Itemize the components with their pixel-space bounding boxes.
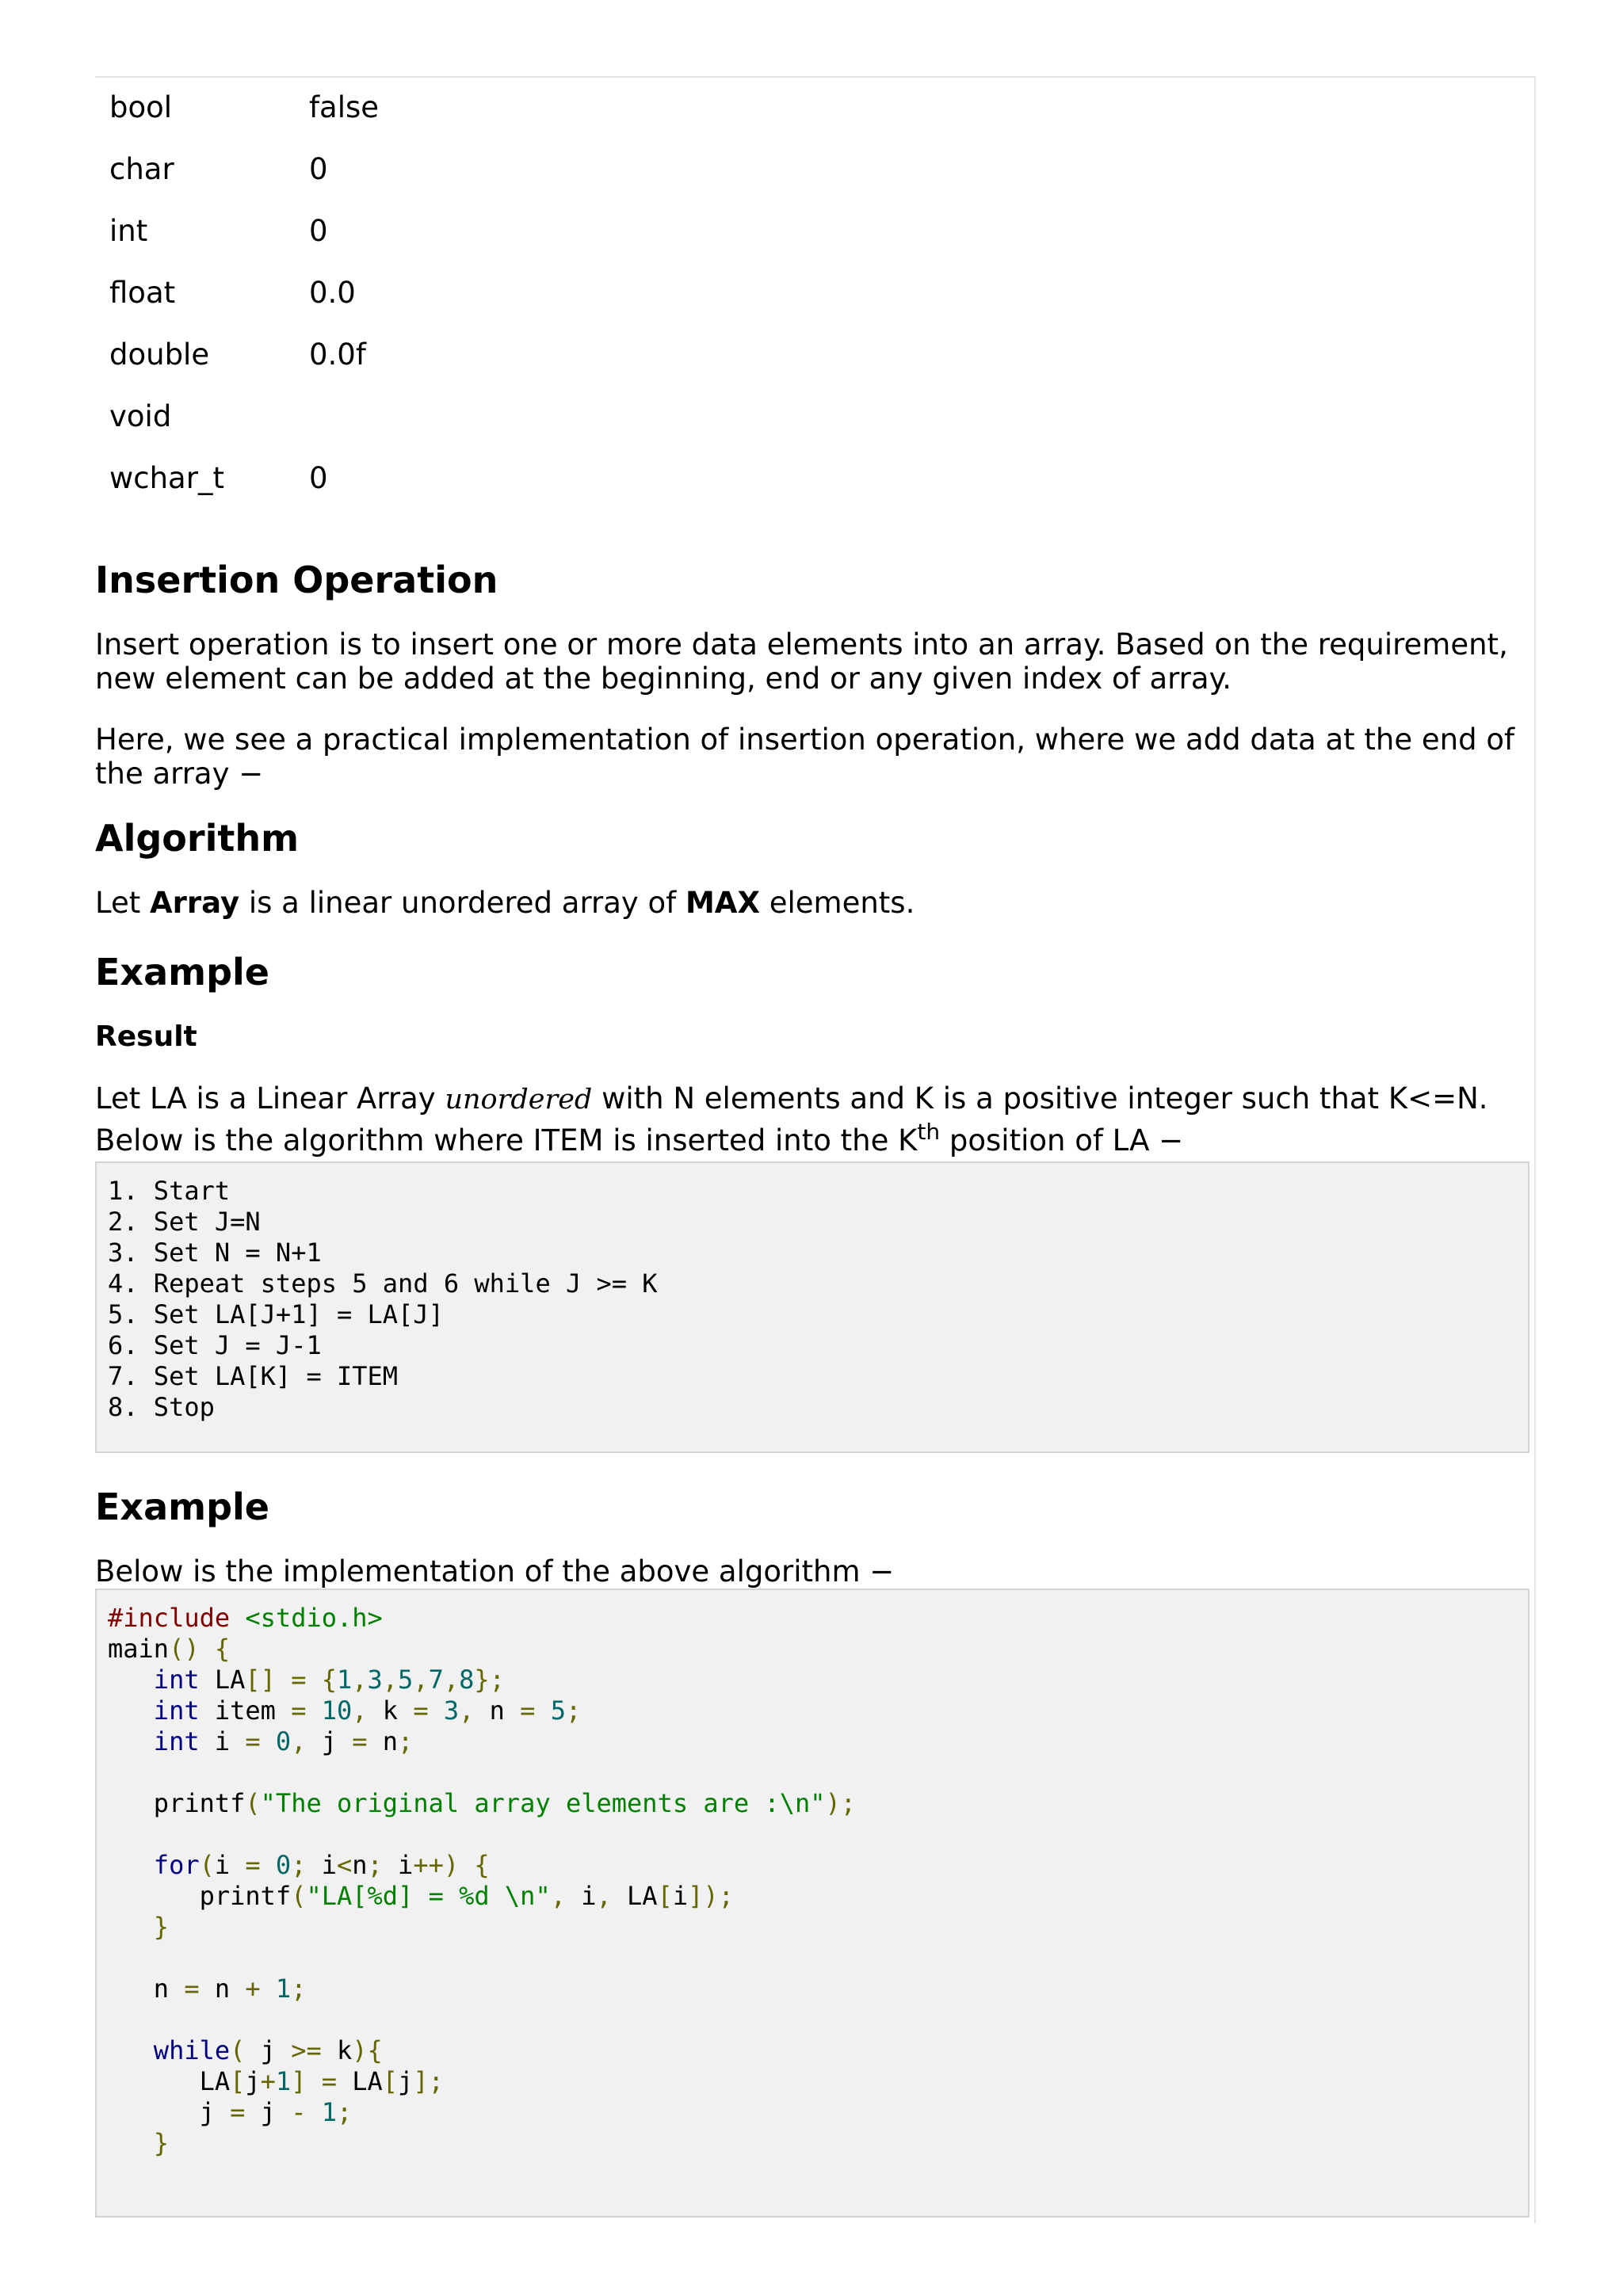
code-token: = [245, 1850, 261, 1880]
code-token: int [153, 1726, 200, 1756]
table-row [95, 323, 379, 385]
code-token: j [245, 2035, 292, 2065]
code-token: j [245, 2097, 292, 2127]
code-token: i [214, 1850, 246, 1880]
code-token: ]; [413, 2066, 444, 2096]
code-token: n [474, 1695, 521, 1726]
code-token: 0 [275, 1726, 292, 1756]
code-token: j [245, 2066, 261, 2096]
code-token: n [199, 1974, 246, 2004]
default-value-cell: 0.0 [309, 275, 356, 310]
code-token [108, 1665, 154, 1695]
default-value-cell: 0.0f [309, 337, 366, 372]
code-line [108, 1850, 1517, 1881]
code-token: 5 [550, 1695, 566, 1726]
code-token: }; [474, 1665, 505, 1695]
code-token: 3 [367, 1665, 383, 1695]
code-token: ( [230, 2035, 246, 2065]
default-value-cell: 0 [309, 213, 328, 248]
type-name-cell: void [109, 399, 172, 433]
code-token: for [153, 1850, 200, 1880]
code-token: ( [199, 1850, 215, 1880]
code-token: = [184, 1974, 200, 2004]
insertion-paragraph-2: Here, we see a practical implementation of insertion operation, where we add data at the end of the array − [95, 723, 1514, 791]
code-token [535, 1695, 550, 1726]
code-token: i [199, 1726, 246, 1756]
result-text-a: Let LA is a Linear Array [95, 1081, 445, 1116]
type-name-cell: wchar_t [109, 460, 224, 495]
code-token: i [306, 1850, 337, 1880]
table-row [95, 76, 379, 138]
code-token: 8 [459, 1665, 475, 1695]
code-token: j [108, 2097, 231, 2127]
code-line [108, 2128, 1517, 2159]
table-row [95, 385, 379, 447]
algorithm-step-line: 8. Stop [108, 1392, 215, 1422]
algorithm-bold-array: Array [150, 886, 240, 920]
code-token: ( [245, 1788, 261, 1818]
algorithm-steps-code-block [95, 1161, 1529, 1453]
code-token: , [596, 1881, 612, 1911]
code-token [306, 2066, 321, 2096]
code-token [306, 1665, 321, 1695]
code-token: j [306, 1726, 353, 1756]
code-token: , [352, 1665, 368, 1695]
code-line [108, 1726, 1517, 1757]
code-token: while [153, 2035, 231, 2065]
algorithm-step-line: 7. Set LA[K] = ITEM [108, 1361, 399, 1391]
code-token: 7 [428, 1665, 444, 1695]
code-token: + [260, 2066, 276, 2096]
code-token: int [153, 1665, 200, 1695]
code-token: ; [336, 2097, 353, 2127]
code-token [261, 1850, 276, 1880]
code-token [108, 2035, 154, 2065]
code-token: ); [825, 1788, 857, 1818]
code-token: n [108, 1974, 185, 2004]
code-token: = [321, 2066, 337, 2096]
default-value-cell [295, 385, 379, 447]
code-token [108, 1912, 154, 1942]
algorithm-paragraph [95, 886, 1529, 920]
result-subheading: Result [95, 1020, 197, 1053]
example-heading-2: Example [95, 1486, 269, 1528]
code-token: [ [382, 2066, 399, 2096]
code-token: n [352, 1850, 368, 1880]
default-values-table [95, 76, 379, 509]
code-token: i [672, 1881, 689, 1911]
code-token: 1 [321, 2097, 337, 2127]
algorithm-heading: Algorithm [95, 817, 300, 860]
code-token: [] [245, 1665, 276, 1695]
code-line [108, 1819, 1517, 1850]
default-value-cell: false [309, 90, 380, 124]
code-token: ++) [413, 1850, 460, 1880]
code-token: 0 [275, 1850, 292, 1880]
code-token: } [153, 1912, 170, 1942]
code-token: <stdio.h> [230, 1603, 383, 1633]
result-text-c: position of LA − [940, 1123, 1184, 1158]
example-heading-1: Example [95, 951, 269, 994]
code-token: = [413, 1695, 429, 1726]
code-token: , [291, 1726, 307, 1756]
code-token: , [382, 1665, 399, 1695]
result-superscript-th: th [917, 1119, 941, 1145]
algorithm-step-line: 2. Set J=N [108, 1207, 261, 1237]
code-line [108, 1912, 1517, 1943]
code-token: } [153, 2128, 170, 2158]
code-line [108, 1943, 1517, 1974]
code-token: main [108, 1634, 170, 1664]
code-token: + [245, 1974, 261, 2004]
code-line [108, 1665, 1517, 1695]
default-values-table-body [95, 76, 379, 509]
code-token: = [352, 1726, 368, 1756]
code-token: () [169, 1634, 200, 1664]
table-row [95, 261, 379, 323]
algorithm-bold-max: MAX [685, 886, 760, 920]
code-token: i [565, 1881, 597, 1911]
code-token: 1 [275, 1974, 292, 2004]
code-token [108, 1850, 154, 1880]
code-token: #include [108, 1603, 231, 1633]
code-token: , [443, 1665, 460, 1695]
code-token: , [352, 1695, 368, 1726]
code-token: int [153, 1695, 200, 1726]
code-token: n [367, 1726, 399, 1756]
code-token: { [214, 1634, 231, 1664]
code-token: k [367, 1695, 414, 1726]
code-token: ]); [688, 1881, 734, 1911]
code-token [261, 1974, 276, 2004]
code-line [108, 1634, 1517, 1665]
code-token: - [291, 2097, 307, 2127]
code-token: j [398, 2066, 414, 2096]
code-token: ; [367, 1850, 383, 1880]
algorithm-text-prefix: Let [95, 886, 150, 920]
code-token: 1 [336, 1665, 353, 1695]
code-token: [ [230, 2066, 246, 2096]
code-token: = [291, 1695, 307, 1726]
code-token [306, 1695, 321, 1726]
result-text-b: with N elements and K is a positive integer such that K<=N. Below is the algorithm where ITEM is inserted into the K [95, 1081, 1488, 1158]
code-token: 3 [443, 1695, 460, 1726]
page-content [95, 76, 1529, 2218]
code-line [108, 1881, 1517, 1912]
code-token: 5 [398, 1665, 414, 1695]
result-italic-unordered: unordered [445, 1084, 593, 1116]
code-token: [ [657, 1881, 673, 1911]
code-token: = [520, 1695, 536, 1726]
table-row [95, 138, 379, 200]
code-line [108, 1974, 1517, 2004]
code-token [429, 1695, 444, 1726]
code-token: , [459, 1695, 475, 1726]
code-line [108, 2004, 1517, 2035]
code-token: , [413, 1665, 429, 1695]
algorithm-text-suffix: elements. [759, 886, 915, 920]
insertion-paragraph-1: Insert operation is to insert one or more data elements into an array. Based on the requirement, new element can be added at the beginning, end or any given index of array. [95, 627, 1508, 696]
algorithm-step-line: 3. Set N = N+1 [108, 1238, 322, 1268]
code-token: = [230, 2097, 246, 2127]
code-token: "LA[%d] = %d \n" [306, 1881, 551, 1911]
code-token: ; [565, 1695, 582, 1726]
code-token: printf [108, 1788, 246, 1818]
code-line [108, 1603, 1517, 1634]
code-token: = [291, 1665, 307, 1695]
code-line [108, 2097, 1517, 2128]
code-token: ; [291, 1850, 307, 1880]
algorithm-step-line: 4. Repeat steps 5 and 6 while J >= K [108, 1268, 658, 1299]
type-name-cell: char [109, 151, 174, 186]
result-paragraph [95, 1078, 1529, 1161]
code-token: LA [199, 1665, 246, 1695]
code-token: { [474, 1850, 490, 1880]
algorithm-text-middle: is a linear unordered array of [239, 886, 685, 920]
algorithm-step-line: 5. Set LA[J+1] = LA[J] [108, 1299, 444, 1329]
code-line [108, 1695, 1517, 1726]
code-token [108, 1695, 154, 1726]
code-token [108, 1726, 154, 1756]
code-token: ){ [352, 2035, 383, 2065]
type-name-cell: float [109, 275, 176, 310]
algorithm-step-line: 1. Start [108, 1176, 231, 1206]
code-token: ; [398, 1726, 414, 1756]
code-token: i [382, 1850, 414, 1880]
default-value-cell: 0 [309, 460, 328, 495]
code-token [261, 1726, 276, 1756]
code-token [306, 2097, 321, 2127]
code-token: 1 [275, 2066, 292, 2096]
code-token: LA [611, 1881, 658, 1911]
table-row [95, 447, 379, 509]
type-name-cell: double [109, 337, 210, 372]
code-line [108, 1757, 1517, 1788]
type-name-cell: int [109, 213, 148, 248]
code-token [459, 1850, 474, 1880]
code-line [108, 2035, 1517, 2066]
implementation-paragraph: Below is the implementation of the above algorithm − [95, 1554, 895, 1589]
code-token [276, 1665, 291, 1695]
code-token: { [321, 1665, 337, 1695]
code-token: ] [291, 2066, 307, 2096]
code-token: ( [291, 1881, 307, 1911]
code-token: ; [291, 1974, 307, 2004]
code-token: "The original array elements are :\n" [260, 1788, 826, 1818]
code-token: = [245, 1726, 261, 1756]
code-token: LA [336, 2066, 383, 2096]
code-line [108, 2066, 1517, 2097]
table-row [95, 200, 379, 261]
code-token: < [336, 1850, 353, 1880]
algorithm-step-line: 6. Set J = J-1 [108, 1330, 322, 1360]
frame-right-border [1534, 76, 1536, 2223]
code-token: printf [108, 1881, 292, 1911]
code-token: , [550, 1881, 566, 1911]
default-value-cell: 0 [309, 151, 328, 186]
code-token [108, 2128, 154, 2158]
code-line [108, 1788, 1517, 1819]
type-name-cell: bool [109, 90, 173, 124]
code-token: LA [108, 2066, 231, 2096]
code-token: item [199, 1695, 292, 1726]
code-token: >= [291, 2035, 322, 2065]
insertion-heading: Insertion Operation [95, 559, 498, 601]
code-token: 10 [321, 1695, 353, 1726]
code-token [200, 1634, 215, 1664]
implementation-code-block [95, 1589, 1529, 2218]
code-token: k [321, 2035, 353, 2065]
